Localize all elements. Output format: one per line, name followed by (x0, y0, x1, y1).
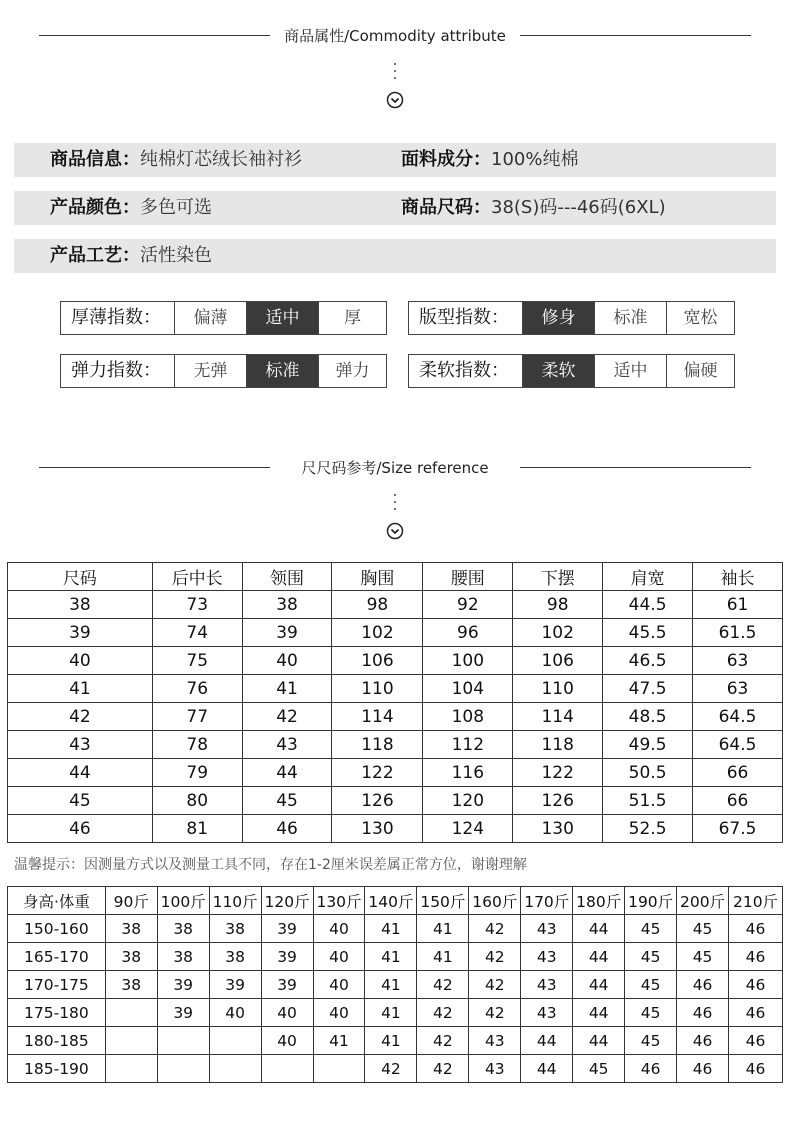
table-cell: 41 (365, 915, 417, 943)
table-cell: 41 (313, 1027, 365, 1055)
row-label-cell: 42 (8, 703, 153, 731)
product-info-cell (50, 143, 302, 177)
table-header-cell: 领围 (242, 563, 332, 591)
table-cell: 38 (209, 915, 261, 943)
table-row (8, 971, 783, 999)
table-cell: 42 (469, 999, 521, 1027)
table-header-cell: 140斤 (365, 887, 417, 915)
softness-option: 柔软 (523, 355, 595, 387)
color-cell (50, 191, 212, 225)
table-cell: 39 (261, 915, 313, 943)
table-cell (157, 1055, 209, 1083)
softness-index-label: 柔软指数： (409, 355, 523, 387)
elasticity-index (60, 354, 387, 388)
size-reference-title: 尺尺码参考/Size reference (301, 459, 489, 477)
table-cell: 44 (573, 915, 625, 943)
table-cell: 41 (365, 999, 417, 1027)
table-cell: 122 (513, 759, 603, 787)
table-cell: 45.5 (603, 619, 693, 647)
table-cell: 46 (729, 943, 783, 971)
table-row (8, 619, 783, 647)
row-label-cell: 44 (8, 759, 153, 787)
table-cell: 63 (693, 647, 783, 675)
softness-index (408, 354, 735, 388)
table-header-cell: 腰围 (423, 563, 513, 591)
table-cell: 73 (152, 591, 242, 619)
table-cell: 40 (261, 999, 313, 1027)
table-cell: 79 (152, 759, 242, 787)
table-cell: 42 (417, 971, 469, 999)
table-cell: 46 (729, 971, 783, 999)
table-cell: 41 (417, 915, 469, 943)
table-cell: 43 (521, 999, 573, 1027)
fit-index-label: 版型指数： (409, 302, 523, 334)
chevron-down-circle-icon (386, 91, 404, 109)
table-cell: 124 (423, 815, 513, 843)
table-cell: 45 (625, 915, 677, 943)
commodity-attribute-header (0, 21, 790, 51)
table-row (8, 915, 783, 943)
table-cell: 63 (693, 675, 783, 703)
table-cell: 38 (105, 915, 157, 943)
table-cell: 38 (157, 915, 209, 943)
elasticity-option: 标准 (247, 355, 319, 387)
fabric-cell (401, 143, 578, 177)
row-label-cell: 165-170 (8, 943, 106, 971)
table-header-cell: 150斤 (417, 887, 469, 915)
table-cell: 42 (469, 971, 521, 999)
row-label-cell: 180-185 (8, 1027, 106, 1055)
table-cell: 126 (513, 787, 603, 815)
dotted-divider (393, 63, 397, 84)
table-cell: 41 (417, 943, 469, 971)
table-cell: 42 (417, 1055, 469, 1083)
table-cell: 61.5 (693, 619, 783, 647)
table-cell: 66 (693, 759, 783, 787)
table-row (8, 759, 783, 787)
table-cell: 130 (513, 815, 603, 843)
softness-option: 偏硬 (683, 361, 718, 381)
thickness-option: 厚 (344, 308, 361, 328)
table-header-cell: 110斤 (209, 887, 261, 915)
table-cell: 61 (693, 591, 783, 619)
table-cell: 64.5 (693, 731, 783, 759)
table-cell: 38 (209, 943, 261, 971)
table-cell: 46 (729, 999, 783, 1027)
measurement-tip: 温馨提示：因测量方式以及测量工具不同，存在1-2厘米误差属正常方位，谢谢理解 (14, 857, 527, 873)
table-cell: 46 (625, 1055, 677, 1083)
table-row (8, 703, 783, 731)
table-cell: 108 (423, 703, 513, 731)
table-header-cell: 160斤 (469, 887, 521, 915)
chevron-down-circle-icon (386, 522, 404, 540)
table-cell: 43 (521, 971, 573, 999)
table-header-cell: 后中长 (152, 563, 242, 591)
table-cell: 42 (365, 1055, 417, 1083)
table-row (8, 731, 783, 759)
table-header-cell: 胸围 (332, 563, 423, 591)
row-label-cell: 46 (8, 815, 153, 843)
table-cell: 40 (313, 915, 365, 943)
product-info-value: 纯棉灯芯绒长袖衬衫 (140, 149, 302, 170)
table-header-cell: 200斤 (677, 887, 729, 915)
table-cell: 110 (513, 675, 603, 703)
table-header-cell: 100斤 (157, 887, 209, 915)
table-header-cell: 肩宽 (603, 563, 693, 591)
table-cell: 42 (469, 915, 521, 943)
table-cell: 46 (677, 1055, 729, 1083)
table-row (8, 1027, 783, 1055)
table-cell: 42 (417, 1027, 469, 1055)
table-cell: 126 (332, 787, 423, 815)
table-cell: 45 (625, 1027, 677, 1055)
fit-option: 修身 (523, 302, 595, 334)
table-cell: 46 (677, 971, 729, 999)
table-cell: 118 (332, 731, 423, 759)
table-cell: 50.5 (603, 759, 693, 787)
table-cell: 42 (469, 943, 521, 971)
table-cell (209, 1055, 261, 1083)
table-cell: 44 (242, 759, 332, 787)
table-cell: 118 (513, 731, 603, 759)
header-line-right (520, 35, 751, 36)
table-cell: 102 (332, 619, 423, 647)
table-header-cell: 身高·体重 (8, 887, 106, 915)
table-cell: 44 (573, 971, 625, 999)
table-cell: 38 (105, 943, 157, 971)
table-cell: 42 (417, 999, 469, 1027)
table-cell: 78 (152, 731, 242, 759)
table-cell: 43 (469, 1027, 521, 1055)
table-header-cell: 170斤 (521, 887, 573, 915)
table-cell (105, 1055, 157, 1083)
table-cell: 39 (242, 619, 332, 647)
table-cell: 44 (573, 943, 625, 971)
table-cell: 46 (729, 1027, 783, 1055)
table-cell: 48.5 (603, 703, 693, 731)
table-cell: 41 (242, 675, 332, 703)
table-cell: 46 (677, 1027, 729, 1055)
table-cell: 80 (152, 787, 242, 815)
fit-option: 宽松 (683, 308, 718, 328)
table-cell: 130 (332, 815, 423, 843)
table-cell: 44 (521, 1027, 573, 1055)
table-header-cell: 袖长 (693, 563, 783, 591)
table-row (8, 591, 783, 619)
table-header-cell: 下摆 (513, 563, 603, 591)
table-cell: 40 (261, 1027, 313, 1055)
row-label-cell: 175-180 (8, 999, 106, 1027)
table-cell: 43 (469, 1055, 521, 1083)
fabric-value: 100%纯棉 (491, 149, 579, 170)
table-cell: 47.5 (603, 675, 693, 703)
process-value: 活性染色 (140, 245, 212, 266)
fabric-label: 面料成分： (401, 149, 491, 170)
table-cell (105, 1027, 157, 1055)
table-cell: 39 (157, 999, 209, 1027)
table-cell (313, 1055, 365, 1083)
table-cell: 98 (332, 591, 423, 619)
table-cell: 51.5 (603, 787, 693, 815)
table-cell: 106 (513, 647, 603, 675)
table-cell: 38 (105, 971, 157, 999)
size-range-cell (401, 191, 666, 225)
table-header-cell: 130斤 (313, 887, 365, 915)
table-row (8, 787, 783, 815)
table-cell: 106 (332, 647, 423, 675)
table-cell: 114 (332, 703, 423, 731)
color-value: 多色可选 (140, 197, 212, 218)
table-cell: 76 (152, 675, 242, 703)
thickness-option: 偏薄 (175, 302, 247, 334)
softness-option: 适中 (595, 355, 667, 387)
table-cell: 45 (677, 943, 729, 971)
size-range-label: 商品尺码： (401, 197, 491, 218)
table-cell: 66 (693, 787, 783, 815)
table-cell: 104 (423, 675, 513, 703)
size-reference-header (0, 453, 790, 483)
weight-table-header-row (8, 887, 783, 915)
table-cell: 52.5 (603, 815, 693, 843)
table-cell (209, 1027, 261, 1055)
table-row (8, 999, 783, 1027)
table-cell: 44 (573, 1027, 625, 1055)
table-cell: 92 (423, 591, 513, 619)
table-cell: 46 (729, 1055, 783, 1083)
table-header-cell: 190斤 (625, 887, 677, 915)
info-row-1 (14, 143, 776, 177)
table-cell: 40 (313, 943, 365, 971)
table-cell: 44 (573, 999, 625, 1027)
table-row (8, 1055, 783, 1083)
table-header-cell: 尺码 (8, 563, 153, 591)
table-header-cell: 180斤 (573, 887, 625, 915)
table-cell: 45 (573, 1055, 625, 1083)
table-cell: 81 (152, 815, 242, 843)
dotted-divider (393, 494, 397, 515)
row-label-cell: 45 (8, 787, 153, 815)
commodity-attribute-title: 商品属性/Commodity attribute (284, 27, 506, 45)
elasticity-option: 无弹 (175, 355, 247, 387)
table-cell: 39 (209, 971, 261, 999)
table-cell: 43 (242, 731, 332, 759)
table-cell: 77 (152, 703, 242, 731)
table-header-cell: 210斤 (729, 887, 783, 915)
table-cell: 40 (313, 999, 365, 1027)
info-row-2 (14, 191, 776, 225)
table-row (8, 815, 783, 843)
table-cell: 38 (157, 943, 209, 971)
table-cell: 43 (521, 943, 573, 971)
header-line-right (520, 467, 751, 468)
table-row (8, 647, 783, 675)
table-cell: 112 (423, 731, 513, 759)
thickness-index (60, 301, 387, 335)
info-row-3 (14, 239, 776, 273)
table-cell: 43 (521, 915, 573, 943)
table-cell (261, 1055, 313, 1083)
table-cell: 40 (313, 971, 365, 999)
table-cell: 40 (242, 647, 332, 675)
table-cell: 67.5 (693, 815, 783, 843)
table-cell (157, 1027, 209, 1055)
table-cell: 41 (365, 943, 417, 971)
row-label-cell: 39 (8, 619, 153, 647)
table-cell: 64.5 (693, 703, 783, 731)
table-cell: 46 (729, 915, 783, 943)
table-cell: 44 (521, 1055, 573, 1083)
row-label-cell: 170-175 (8, 971, 106, 999)
table-cell: 75 (152, 647, 242, 675)
size-table-header-row (8, 563, 783, 591)
table-cell: 39 (261, 971, 313, 999)
process-label: 产品工艺： (50, 245, 140, 266)
height-weight-table (7, 886, 783, 1083)
table-cell: 44.5 (603, 591, 693, 619)
table-row (8, 943, 783, 971)
table-cell: 45 (677, 915, 729, 943)
fit-option: 标准 (595, 302, 667, 334)
table-cell: 100 (423, 647, 513, 675)
table-cell: 46 (242, 815, 332, 843)
table-cell: 46 (677, 999, 729, 1027)
table-cell: 120 (423, 787, 513, 815)
row-label-cell: 150-160 (8, 915, 106, 943)
table-cell: 41 (365, 1027, 417, 1055)
table-cell: 46.5 (603, 647, 693, 675)
table-cell: 39 (261, 943, 313, 971)
table-header-cell: 90斤 (105, 887, 157, 915)
table-cell: 42 (242, 703, 332, 731)
table-cell: 110 (332, 675, 423, 703)
row-label-cell: 40 (8, 647, 153, 675)
thickness-option: 适中 (247, 302, 319, 334)
table-cell: 40 (209, 999, 261, 1027)
elasticity-option: 弹力 (335, 361, 370, 381)
table-cell: 122 (332, 759, 423, 787)
row-label-cell: 185-190 (8, 1055, 106, 1083)
table-cell (105, 999, 157, 1027)
row-label-cell: 38 (8, 591, 153, 619)
table-cell: 45 (242, 787, 332, 815)
elasticity-index-label: 弹力指数： (61, 355, 175, 387)
table-cell: 49.5 (603, 731, 693, 759)
table-cell: 102 (513, 619, 603, 647)
table-cell: 116 (423, 759, 513, 787)
product-info-label: 商品信息： (50, 149, 140, 170)
table-cell: 45 (625, 999, 677, 1027)
color-label: 产品颜色： (50, 197, 140, 218)
size-range-value: 38(S)码---46码(6XL) (491, 197, 666, 218)
row-label-cell: 43 (8, 731, 153, 759)
fit-index (408, 301, 735, 335)
thickness-index-label: 厚薄指数： (61, 302, 175, 334)
table-cell: 96 (423, 619, 513, 647)
table-cell: 39 (157, 971, 209, 999)
size-table (7, 562, 783, 843)
table-cell: 114 (513, 703, 603, 731)
table-cell: 74 (152, 619, 242, 647)
table-header-cell: 120斤 (261, 887, 313, 915)
table-cell: 98 (513, 591, 603, 619)
table-cell: 41 (365, 971, 417, 999)
process-cell (50, 239, 212, 273)
table-row (8, 675, 783, 703)
table-cell: 45 (625, 971, 677, 999)
table-cell: 38 (242, 591, 332, 619)
row-label-cell: 41 (8, 675, 153, 703)
table-cell: 45 (625, 943, 677, 971)
